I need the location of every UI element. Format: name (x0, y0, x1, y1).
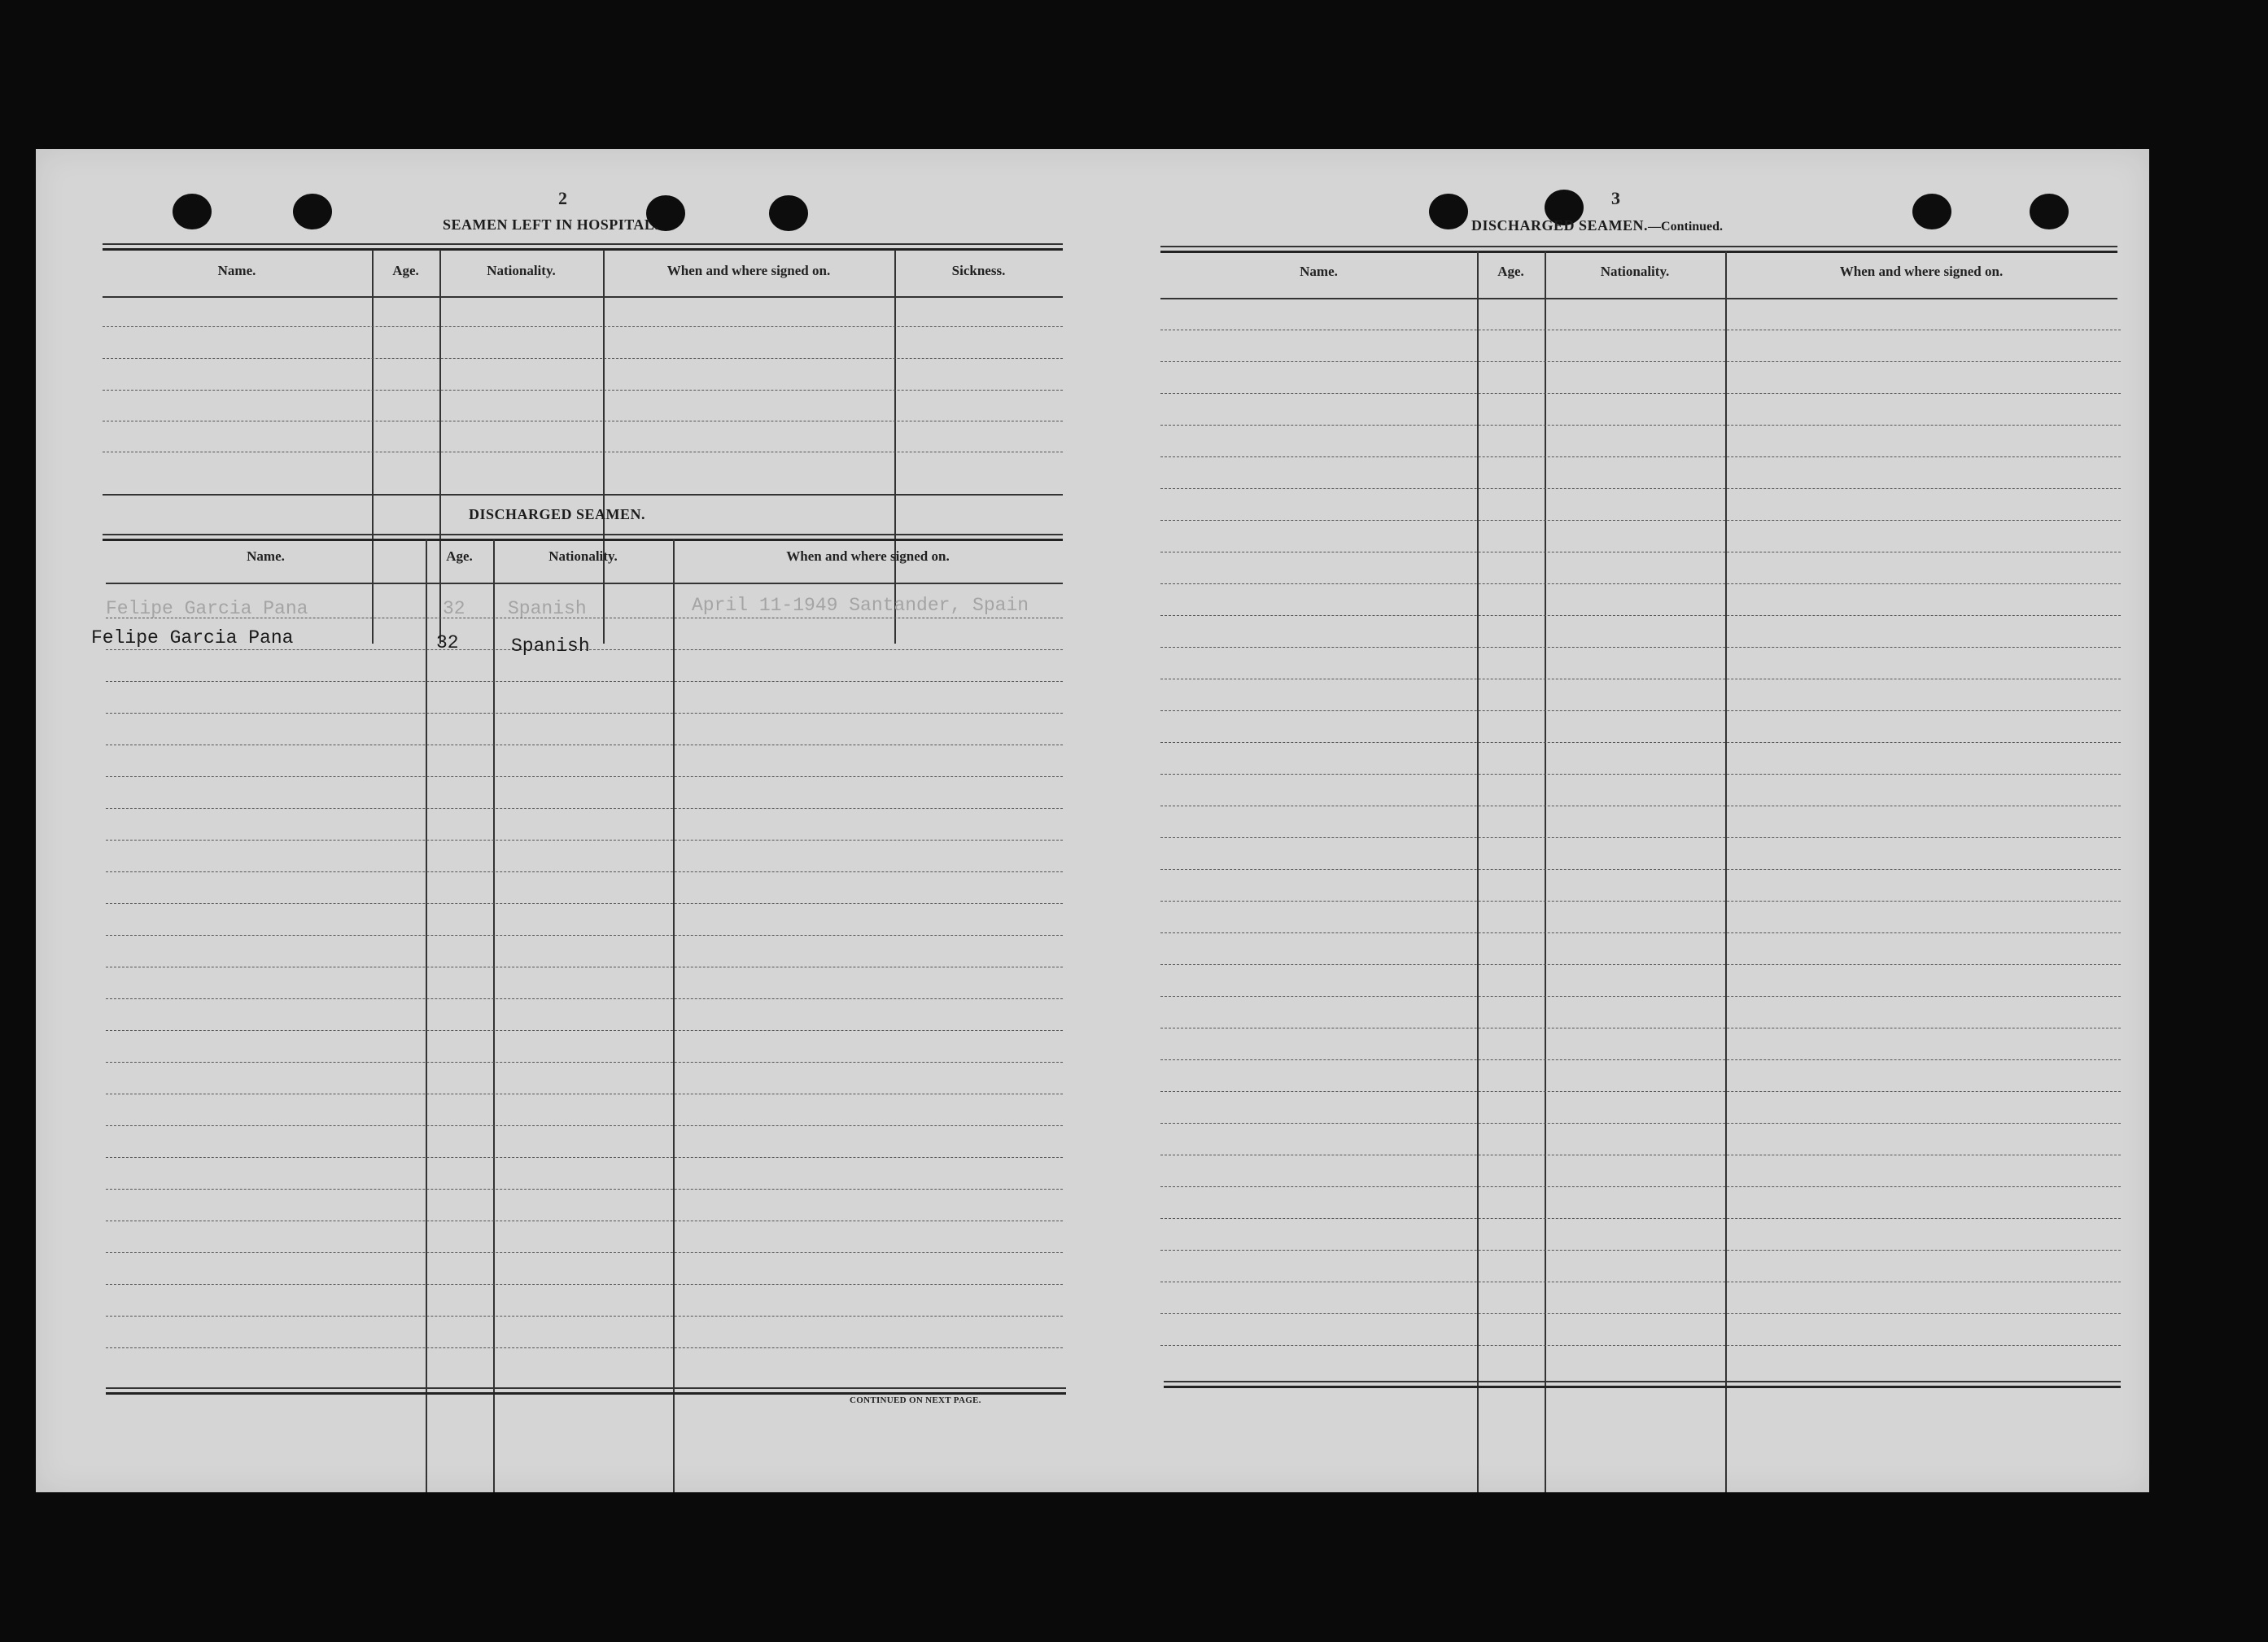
ruled-line (106, 1284, 1063, 1285)
punch-hole (173, 194, 212, 229)
page-number: 3 (1611, 188, 1620, 208)
hospital-col-signed-on: When and where signed on. (666, 263, 831, 278)
ruled-line (1160, 583, 2121, 584)
punch-hole (1429, 194, 1468, 229)
bleed-through-nationality: Spanish (508, 598, 587, 619)
ruled-line (1160, 996, 2121, 997)
ruled-line (1160, 1250, 2121, 1251)
ruled-line (106, 1189, 1063, 1190)
ruled-line (106, 808, 1063, 809)
continued-col-nationality: Nationality. (1600, 264, 1670, 279)
discharged-col-age: Age. (446, 548, 473, 564)
ruled-line (106, 871, 1063, 872)
ruled-line (1160, 1313, 2121, 1314)
ruled-line (1160, 1345, 2121, 1346)
ruled-line (106, 935, 1063, 936)
ruled-line (1160, 964, 2121, 965)
ruled-line (1160, 710, 2121, 711)
ruled-line (106, 1347, 1063, 1348)
hospital-section-title: SEAMEN LEFT IN HOSPITAL. (443, 216, 659, 233)
ruled-line (1160, 361, 2121, 362)
ruled-line (1160, 456, 2121, 457)
continued-col-age: Age. (1497, 264, 1524, 279)
ruled-line (106, 998, 1063, 999)
ruled-line (1160, 425, 2121, 426)
punch-hole (1912, 194, 1951, 229)
title-text: DISCHARGED SEAMEN. (1471, 217, 1649, 234)
ruled-line (106, 1030, 1063, 1031)
ruled-line (1160, 488, 2121, 489)
punch-hole (2030, 194, 2069, 229)
continued-note: CONTINUED ON NEXT PAGE. (850, 1395, 981, 1405)
ruled-line (1160, 615, 2121, 616)
ruled-line (106, 1125, 1063, 1126)
ruled-line (1160, 393, 2121, 394)
ruled-line (1160, 1123, 2121, 1124)
ruled-line (1160, 742, 2121, 743)
seaman-name: Felipe Garcia Pana (91, 627, 294, 649)
discharged-continued-title (1471, 217, 1723, 234)
ruled-line (1160, 520, 2121, 521)
ruled-line (106, 713, 1063, 714)
ruled-line (106, 1252, 1063, 1253)
ruled-line (1160, 901, 2121, 902)
ruled-line (1160, 837, 2121, 838)
bleed-through-name: Felipe Garcia Pana (106, 598, 308, 619)
ruled-line (106, 681, 1063, 682)
title-suffix: —Continued. (1648, 220, 1724, 234)
punch-hole (769, 195, 808, 231)
discharged-col-signed-on: When and where signed on. (786, 548, 950, 564)
ruled-line (1160, 1059, 2121, 1060)
hospital-col-sickness: Sickness. (951, 263, 1006, 278)
document-sheet (36, 149, 2149, 1492)
hospital-col-nationality: Nationality. (487, 263, 556, 278)
bleed-through-signed-on: April 11-1949 Santander, Spain (692, 595, 1029, 616)
ruled-line (1160, 1218, 2121, 1219)
ruled-line (1160, 774, 2121, 775)
page-number: 2 (558, 188, 567, 208)
bleed-through-age: 32 (443, 598, 465, 619)
hospital-col-age: Age. (392, 263, 419, 278)
ruled-line (106, 1316, 1063, 1317)
ruled-line (1160, 869, 2121, 870)
continued-col-name: Name. (1300, 264, 1338, 279)
ruled-line (106, 840, 1063, 841)
ruled-line (1160, 647, 2121, 648)
discharged-col-name: Name. (247, 548, 285, 564)
seaman-nationality: Spanish (511, 635, 590, 657)
discharged-section-title: DISCHARGED SEAMEN. (469, 506, 646, 522)
hospital-col-name: Name. (217, 263, 256, 278)
ruled-line (1160, 932, 2121, 933)
punch-hole (293, 194, 332, 229)
seaman-age: 32 (436, 632, 459, 653)
discharged-col-nationality: Nationality. (548, 548, 618, 564)
ruled-line (106, 1157, 1063, 1158)
ruled-line (106, 903, 1063, 904)
continued-col-signed-on: When and where signed on. (1839, 264, 2004, 279)
ruled-line (106, 776, 1063, 777)
ruled-line (1160, 1186, 2121, 1187)
ruled-line (1160, 1091, 2121, 1092)
ruled-line (106, 1062, 1063, 1063)
